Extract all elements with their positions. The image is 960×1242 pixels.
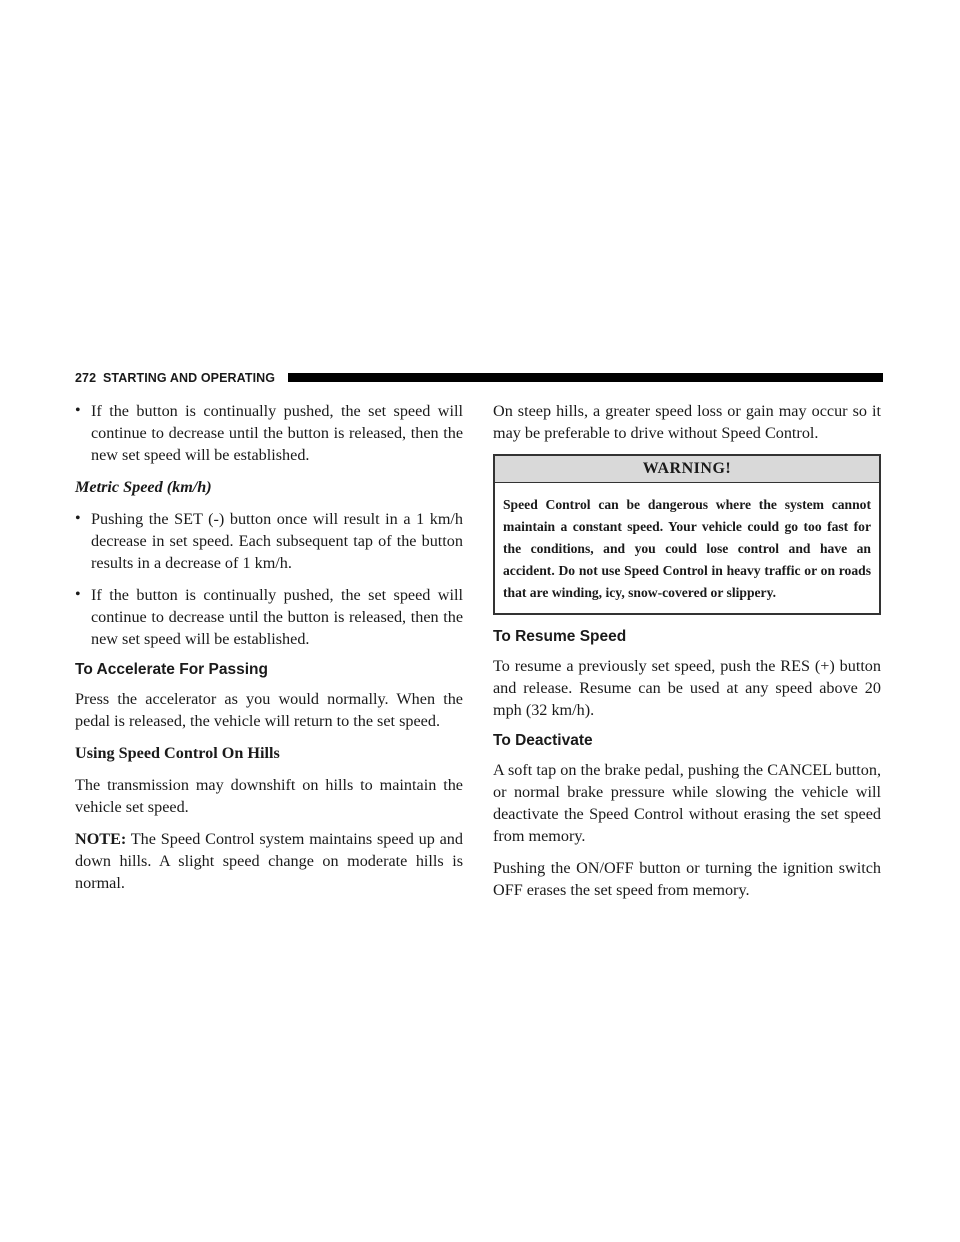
section-title: STARTING AND OPERATING [103, 371, 276, 385]
hills-heading: Using Speed Control On Hills [75, 744, 280, 762]
left-column [75, 400, 463, 904]
bullet-icon: • [75, 510, 81, 527]
page-number: 272 [75, 371, 97, 385]
deactivate-heading: To Deactivate [493, 732, 593, 749]
deactivate-paragraph-1: A soft tap on the brake pedal, pushing the CANCEL button, or normal brake pressure while slowing the vehicle will deactivate the Speed Control without erasing the set speed from memory. [493, 761, 881, 845]
resume-heading: To Resume Speed [493, 628, 627, 645]
bullet-text: If the button is continually pushed, the set speed will continue to decrease until the button is released, then the new set speed will be established. [91, 402, 463, 464]
hills-paragraph: The transmission may downshift on hills to maintain the vehicle set speed. [75, 776, 463, 816]
passing-paragraph: Press the accelerator as you would normally. When the pedal is released, the vehicle will return to the set speed. [75, 690, 463, 730]
bullet-item [75, 584, 463, 650]
page-header [75, 370, 883, 386]
passing-heading: To Accelerate For Passing [75, 661, 268, 678]
warning-box [493, 454, 881, 615]
resume-paragraph: To resume a previously set speed, push the RES (+) button and release. Resume can be used at any speed above 20 mph (32 km/h). [493, 657, 881, 719]
bullet-icon: • [75, 402, 81, 419]
steep-hills-paragraph: On steep hills, a greater speed loss or gain may occur so it may be preferable to drive without Speed Control. [493, 402, 881, 442]
bullet-item [75, 400, 463, 466]
bullet-item [75, 508, 463, 574]
header-rule [288, 373, 883, 382]
right-column [493, 400, 881, 911]
note-paragraph [75, 828, 463, 894]
warning-title: WARNING! [495, 456, 879, 483]
note-label: NOTE: [75, 830, 127, 848]
bullet-text: If the button is continually pushed, the set speed will continue to decrease until the button is released, then the new set speed will be established. [91, 586, 463, 648]
warning-text: Speed Control can be dangerous where the system cannot maintain a constant speed. Your vehicle could go too fast for the conditions, and you could lose control and have an accident. Do not use Speed Control in heavy traffic or on roads that are winding, icy, snow-covered or slippery. [503, 497, 871, 600]
deactivate-paragraph-2: Pushing the ON/OFF button or turning the ignition switch OFF erases the set speed from memory. [493, 859, 881, 899]
metric-speed-heading: Metric Speed (km/h) [75, 478, 212, 496]
note-text: The Speed Control system maintains speed up and down hills. A slight speed change on moderate hills is normal. [75, 830, 463, 892]
bullet-icon: • [75, 586, 81, 603]
bullet-text: Pushing the SET (-) button once will result in a 1 km/h decrease in set speed. Each subsequent tap of the button results in a decrease of 1 km/h. [91, 510, 463, 572]
